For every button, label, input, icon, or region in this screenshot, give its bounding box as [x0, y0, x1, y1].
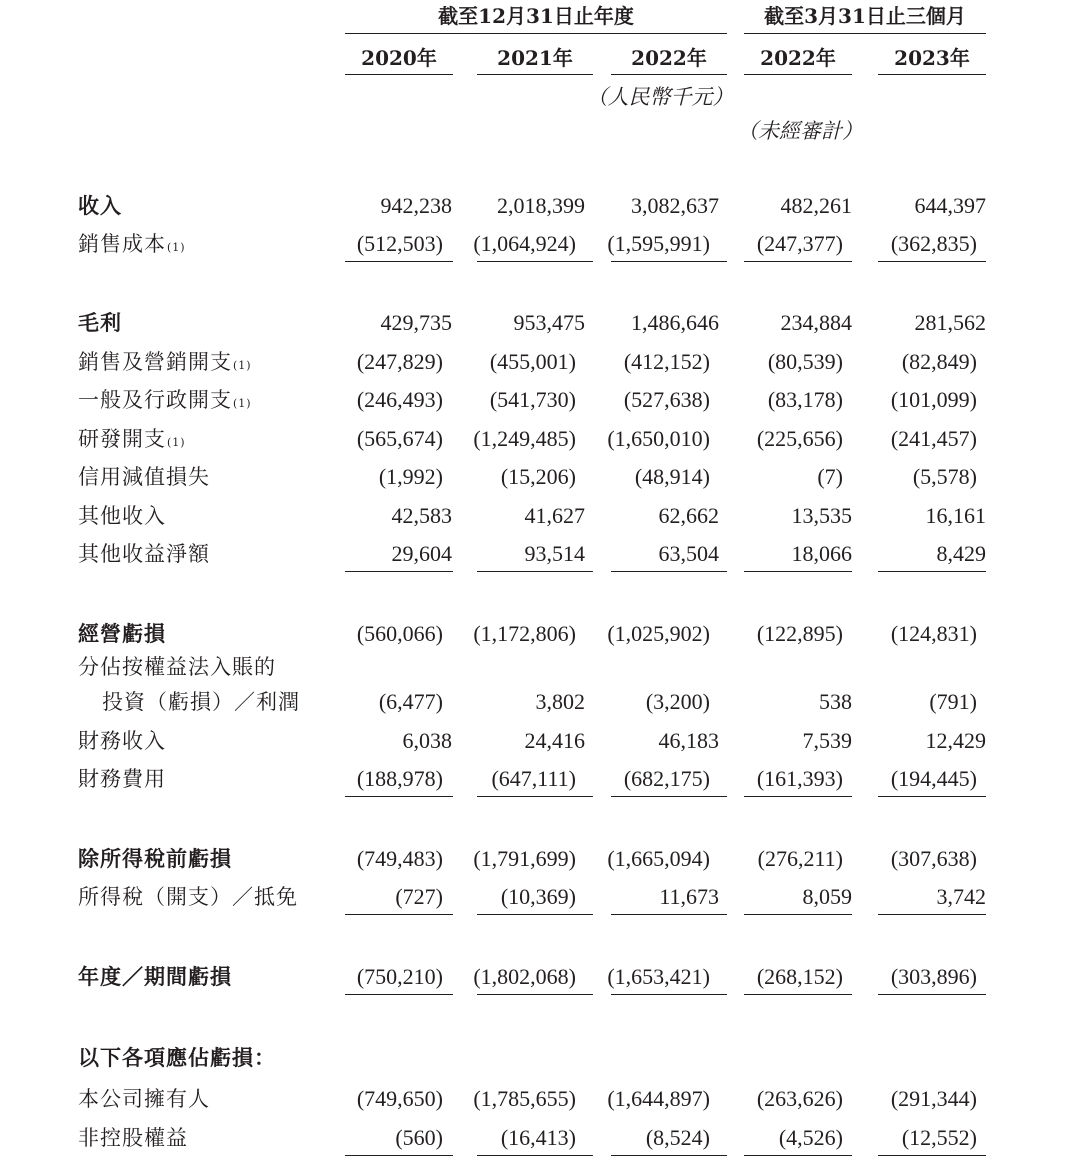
- subtotal-rule: [744, 994, 852, 995]
- footnote-marker: (1): [167, 436, 186, 449]
- table-cell: 3,082,637: [631, 193, 719, 218]
- table-cell: (48,914): [634, 464, 710, 489]
- row-label: [78, 1123, 188, 1153]
- table-cell: (541,730): [489, 387, 576, 412]
- row-label: [78, 347, 252, 377]
- table-cell: (1,249,485): [473, 426, 576, 451]
- subtotal-rule: [345, 571, 453, 572]
- subtotal-rule: [744, 914, 852, 915]
- table-cell: 644,397: [914, 193, 986, 218]
- table-cell: (161,393): [756, 766, 843, 791]
- year-header-rule: [477, 74, 593, 75]
- year-header-2022: 2022年: [631, 46, 707, 70]
- table-cell: 429,735: [380, 310, 452, 335]
- table-cell: (10,369): [500, 884, 576, 909]
- table-cell: (565,674): [356, 426, 443, 451]
- unaudited-note: （未經審計）: [737, 119, 863, 143]
- table-cell: (560): [395, 1125, 443, 1150]
- row-label: [78, 385, 252, 415]
- table-cell: (512,503): [356, 231, 443, 256]
- subtotal-rule: [477, 796, 593, 797]
- table-cell: 942,238: [380, 193, 452, 218]
- row-label-text: 其他收益淨額: [78, 542, 210, 566]
- year-header-rule: [345, 74, 453, 75]
- subtotal-rule: [744, 261, 852, 262]
- table-cell: (247,829): [356, 349, 443, 374]
- row-label-text: 財務費用: [78, 767, 166, 791]
- table-cell: (83,178): [767, 387, 843, 412]
- table-cell: (268,152): [756, 964, 843, 989]
- table-cell: (8,524): [645, 1125, 710, 1150]
- subtotal-rule: [477, 1155, 593, 1156]
- table-cell: 18,066: [791, 541, 852, 566]
- table-cell: (247,377): [756, 231, 843, 256]
- header-group-quarter: 截至3月31日止三個月: [764, 4, 966, 28]
- table-cell: 8,059: [802, 884, 852, 909]
- subtotal-rule: [611, 261, 727, 262]
- table-cell: (750,210): [356, 964, 443, 989]
- row-label: [78, 882, 298, 912]
- table-cell: 46,183: [658, 728, 719, 753]
- row-label-text: 毛利: [78, 310, 122, 335]
- table-cell: (80,539): [767, 349, 843, 374]
- table-cell: (6,477): [378, 689, 443, 714]
- row-label-text: 除所得稅前虧損: [78, 846, 232, 871]
- row-label-text: 以下各項應佔虧損：: [78, 1045, 276, 1070]
- header-group-annual-rule: [345, 33, 727, 34]
- table-cell: (1,653,421): [607, 964, 710, 989]
- row-label: [78, 1043, 276, 1073]
- table-cell: (527,638): [623, 387, 710, 412]
- table-cell: 538: [819, 689, 852, 714]
- table-cell: (194,445): [890, 766, 977, 791]
- subtotal-rule: [611, 796, 727, 797]
- subtotal-rule: [477, 571, 593, 572]
- unit-note: （人民幣千元）: [586, 85, 734, 109]
- subtotal-rule: [744, 1155, 852, 1156]
- table-cell: 3,802: [535, 689, 585, 714]
- table-cell: (727): [395, 884, 443, 909]
- row-label-text: 分佔按權益法入賬的: [78, 655, 276, 679]
- row-label: [78, 539, 210, 569]
- table-cell: 63,504: [658, 541, 719, 566]
- table-cell: (1,785,655): [473, 1086, 576, 1111]
- subtotal-rule: [477, 914, 593, 915]
- row-label-text: 銷售成本: [78, 232, 166, 256]
- year-header-rule: [878, 74, 986, 75]
- row-label-text: 銷售及營銷開支: [78, 350, 232, 374]
- table-cell: 8,429: [936, 541, 986, 566]
- table-cell: (225,656): [756, 426, 843, 451]
- table-cell: (7): [817, 464, 843, 489]
- table-cell: (241,457): [890, 426, 977, 451]
- table-cell: (1,595,991): [607, 231, 710, 256]
- subtotal-rule: [611, 1155, 727, 1156]
- table-cell: 3,742: [936, 884, 986, 909]
- table-cell: 482,261: [780, 193, 852, 218]
- subtotal-rule: [345, 796, 453, 797]
- subtotal-rule: [878, 571, 986, 572]
- table-cell: (101,099): [890, 387, 977, 412]
- row-label: [78, 462, 210, 492]
- table-cell: (1,025,902): [607, 621, 710, 646]
- table-cell: (1,172,806): [473, 621, 576, 646]
- footnote-marker: (1): [167, 241, 186, 254]
- year-header-2020: 2020年: [361, 46, 437, 70]
- table-cell: (5,578): [912, 464, 977, 489]
- year-header-rule: [611, 74, 727, 75]
- subtotal-rule: [878, 994, 986, 995]
- row-label-text: 非控股權益: [78, 1126, 188, 1150]
- table-cell: (303,896): [890, 964, 977, 989]
- header-group-quarter-rule: [744, 33, 986, 34]
- row-label-text: 年度／期間虧損: [78, 964, 232, 989]
- table-cell: (15,206): [500, 464, 576, 489]
- subtotal-rule: [345, 1155, 453, 1156]
- subtotal-rule: [878, 796, 986, 797]
- table-cell: (1,665,094): [607, 846, 710, 871]
- subtotal-rule: [878, 1155, 986, 1156]
- table-cell: 7,539: [802, 728, 852, 753]
- table-cell: (1,064,924): [473, 231, 576, 256]
- table-cell: (1,650,010): [607, 426, 710, 451]
- year-header-2022-q1: 2022年: [760, 46, 836, 70]
- row-label: [102, 687, 300, 717]
- row-label: [78, 619, 166, 649]
- year-header-2021: 2021年: [497, 46, 573, 70]
- row-label: [78, 501, 166, 531]
- table-cell: (791): [929, 689, 977, 714]
- table-cell: (1,802,068): [473, 964, 576, 989]
- table-cell: (82,849): [901, 349, 977, 374]
- subtotal-rule: [477, 261, 593, 262]
- row-label-text: 信用減值損失: [78, 465, 210, 489]
- row-label-text: 其他收入: [78, 504, 166, 528]
- table-cell: 12,429: [925, 728, 986, 753]
- table-cell: 2,018,399: [497, 193, 585, 218]
- table-cell: 234,884: [780, 310, 852, 335]
- table-cell: 24,416: [524, 728, 585, 753]
- subtotal-rule: [477, 994, 593, 995]
- subtotal-rule: [744, 796, 852, 797]
- table-cell: 6,038: [402, 728, 452, 753]
- table-cell: 29,604: [391, 541, 452, 566]
- row-label: [78, 424, 186, 454]
- table-cell: (560,066): [356, 621, 443, 646]
- row-label: [78, 844, 232, 874]
- subtotal-rule: [611, 994, 727, 995]
- subtotal-rule: [878, 261, 986, 262]
- table-cell: (291,344): [890, 1086, 977, 1111]
- table-cell: 281,562: [914, 310, 986, 335]
- table-cell: 953,475: [513, 310, 585, 335]
- table-cell: (1,644,897): [607, 1086, 710, 1111]
- table-cell: 13,535: [791, 503, 852, 528]
- table-cell: (1,791,699): [473, 846, 576, 871]
- table-cell: (682,175): [623, 766, 710, 791]
- year-header-rule: [744, 74, 852, 75]
- row-label: [78, 962, 232, 992]
- table-cell: (749,650): [356, 1086, 443, 1111]
- subtotal-rule: [611, 571, 727, 572]
- row-label: [78, 764, 166, 794]
- row-label: [78, 308, 122, 338]
- row-label-text: 經營虧損: [78, 621, 166, 646]
- subtotal-rule: [345, 994, 453, 995]
- footnote-marker: (1): [233, 359, 252, 372]
- row-label-text: 所得稅（開支）／抵免: [78, 885, 298, 909]
- table-cell: 62,662: [658, 503, 719, 528]
- table-cell: (16,413): [500, 1125, 576, 1150]
- table-cell: (362,835): [890, 231, 977, 256]
- table-cell: (3,200): [645, 689, 710, 714]
- table-cell: (124,831): [890, 621, 977, 646]
- table-cell: (647,111): [491, 766, 576, 791]
- table-cell: (4,526): [778, 1125, 843, 1150]
- row-label: [78, 191, 122, 221]
- table-cell: (188,978): [356, 766, 443, 791]
- row-label-text: 研發開支: [78, 427, 166, 451]
- table-cell: (1,992): [378, 464, 443, 489]
- table-cell: 16,161: [925, 503, 986, 528]
- table-cell: 11,673: [659, 884, 719, 909]
- row-label: [78, 1084, 210, 1114]
- table-cell: (246,493): [356, 387, 443, 412]
- table-cell: (307,638): [890, 846, 977, 871]
- table-cell: 1,486,646: [631, 310, 719, 335]
- subtotal-rule: [878, 914, 986, 915]
- row-label-text: 一般及行政開支: [78, 388, 232, 412]
- table-cell: 42,583: [391, 503, 452, 528]
- row-label-text: 本公司擁有人: [78, 1087, 210, 1111]
- table-cell: (122,895): [756, 621, 843, 646]
- row-label: [78, 229, 186, 259]
- row-label-text: 投資（虧損）／利潤: [102, 690, 300, 714]
- table-cell: 41,627: [524, 503, 585, 528]
- subtotal-rule: [611, 914, 727, 915]
- subtotal-rule: [345, 261, 453, 262]
- table-cell: (749,483): [356, 846, 443, 871]
- subtotal-rule: [345, 914, 453, 915]
- row-label-text: 收入: [78, 193, 122, 218]
- subtotal-rule: [744, 571, 852, 572]
- row-label-text: 財務收入: [78, 729, 166, 753]
- table-cell: (263,626): [756, 1086, 843, 1111]
- table-cell: (412,152): [623, 349, 710, 374]
- table-cell: (276,211): [757, 846, 843, 871]
- year-header-2023-q1: 2023年: [894, 46, 970, 70]
- table-cell: 93,514: [524, 541, 585, 566]
- header-group-annual: 截至12月31日止年度: [438, 4, 634, 28]
- table-cell: (12,552): [901, 1125, 977, 1150]
- row-label: [78, 652, 276, 682]
- row-label: [78, 726, 166, 756]
- table-cell: (455,001): [489, 349, 576, 374]
- footnote-marker: (1): [233, 397, 252, 410]
